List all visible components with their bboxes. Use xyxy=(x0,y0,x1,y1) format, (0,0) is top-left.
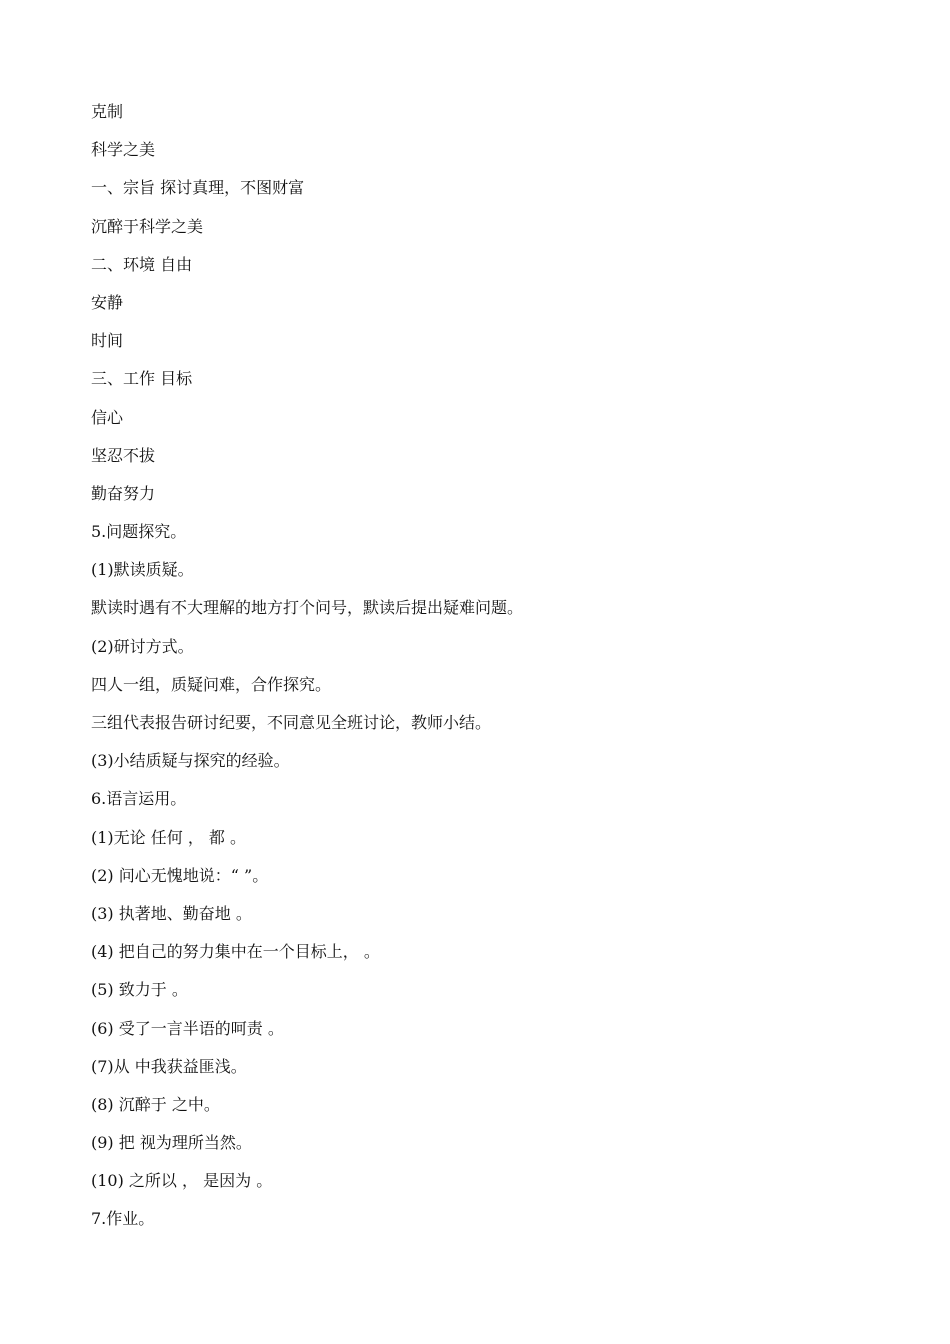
subsection-heading: (2)研讨方式。 xyxy=(91,636,194,656)
section-heading: 三、工作 目标 xyxy=(91,369,193,389)
text-line: 坚忍不拔 xyxy=(91,445,156,465)
exercise-item: (9) 把 视为理所当然。 xyxy=(91,1133,252,1153)
section-heading: 一、宗旨 探讨真理，不图财富 xyxy=(91,178,305,198)
exercise-item: (2) 问心无愧地说：“ ”。 xyxy=(91,865,269,885)
paragraph: 四人一组，质疑问难，合作探究。 xyxy=(91,674,332,694)
section-heading: 6.语言运用。 xyxy=(91,789,187,809)
exercise-item: (6) 受了一言半语的呵责 。 xyxy=(91,1018,284,1038)
exercise-item: (4) 把自己的努力集中在一个目标上， 。 xyxy=(91,942,380,962)
paragraph: 默读时遇有不大理解的地方打个问号，默读后提出疑难问题。 xyxy=(91,598,524,618)
text-line: 时间 xyxy=(91,331,124,351)
subsection-heading: (3)小结质疑与探究的经验。 xyxy=(91,751,290,771)
text-line: 安静 xyxy=(91,292,124,312)
exercise-item: (10) 之所以 ， 是因为 。 xyxy=(91,1171,273,1191)
exercise-item: (7)从 中我获益匪浅。 xyxy=(91,1056,247,1076)
section-heading: 5.问题探究。 xyxy=(91,522,187,542)
subsection-heading: (1)默读质疑。 xyxy=(91,560,194,580)
text-line: 沉醉于科学之美 xyxy=(91,216,204,236)
exercise-item: (5) 致力于 。 xyxy=(91,980,188,1000)
text-line: 克制 xyxy=(91,102,124,121)
exercise-item: (1)无论 任何 ， 都 。 xyxy=(91,827,247,847)
exercise-item: (3) 执著地、勤奋地 。 xyxy=(91,903,252,923)
section-heading: 7.作业。 xyxy=(91,1209,155,1229)
text-line: 科学之美 xyxy=(91,140,156,160)
text-line: 信心 xyxy=(91,407,124,427)
paragraph: 三组代表报告研讨纪要，不同意见全班讨论，教师小结。 xyxy=(91,713,492,732)
document-body xyxy=(91,100,871,1246)
exercise-item: (8) 沉醉于 之中。 xyxy=(91,1094,220,1114)
text-line: 勤奋努力 xyxy=(91,483,156,503)
section-heading: 二、环境 自由 xyxy=(91,254,193,274)
